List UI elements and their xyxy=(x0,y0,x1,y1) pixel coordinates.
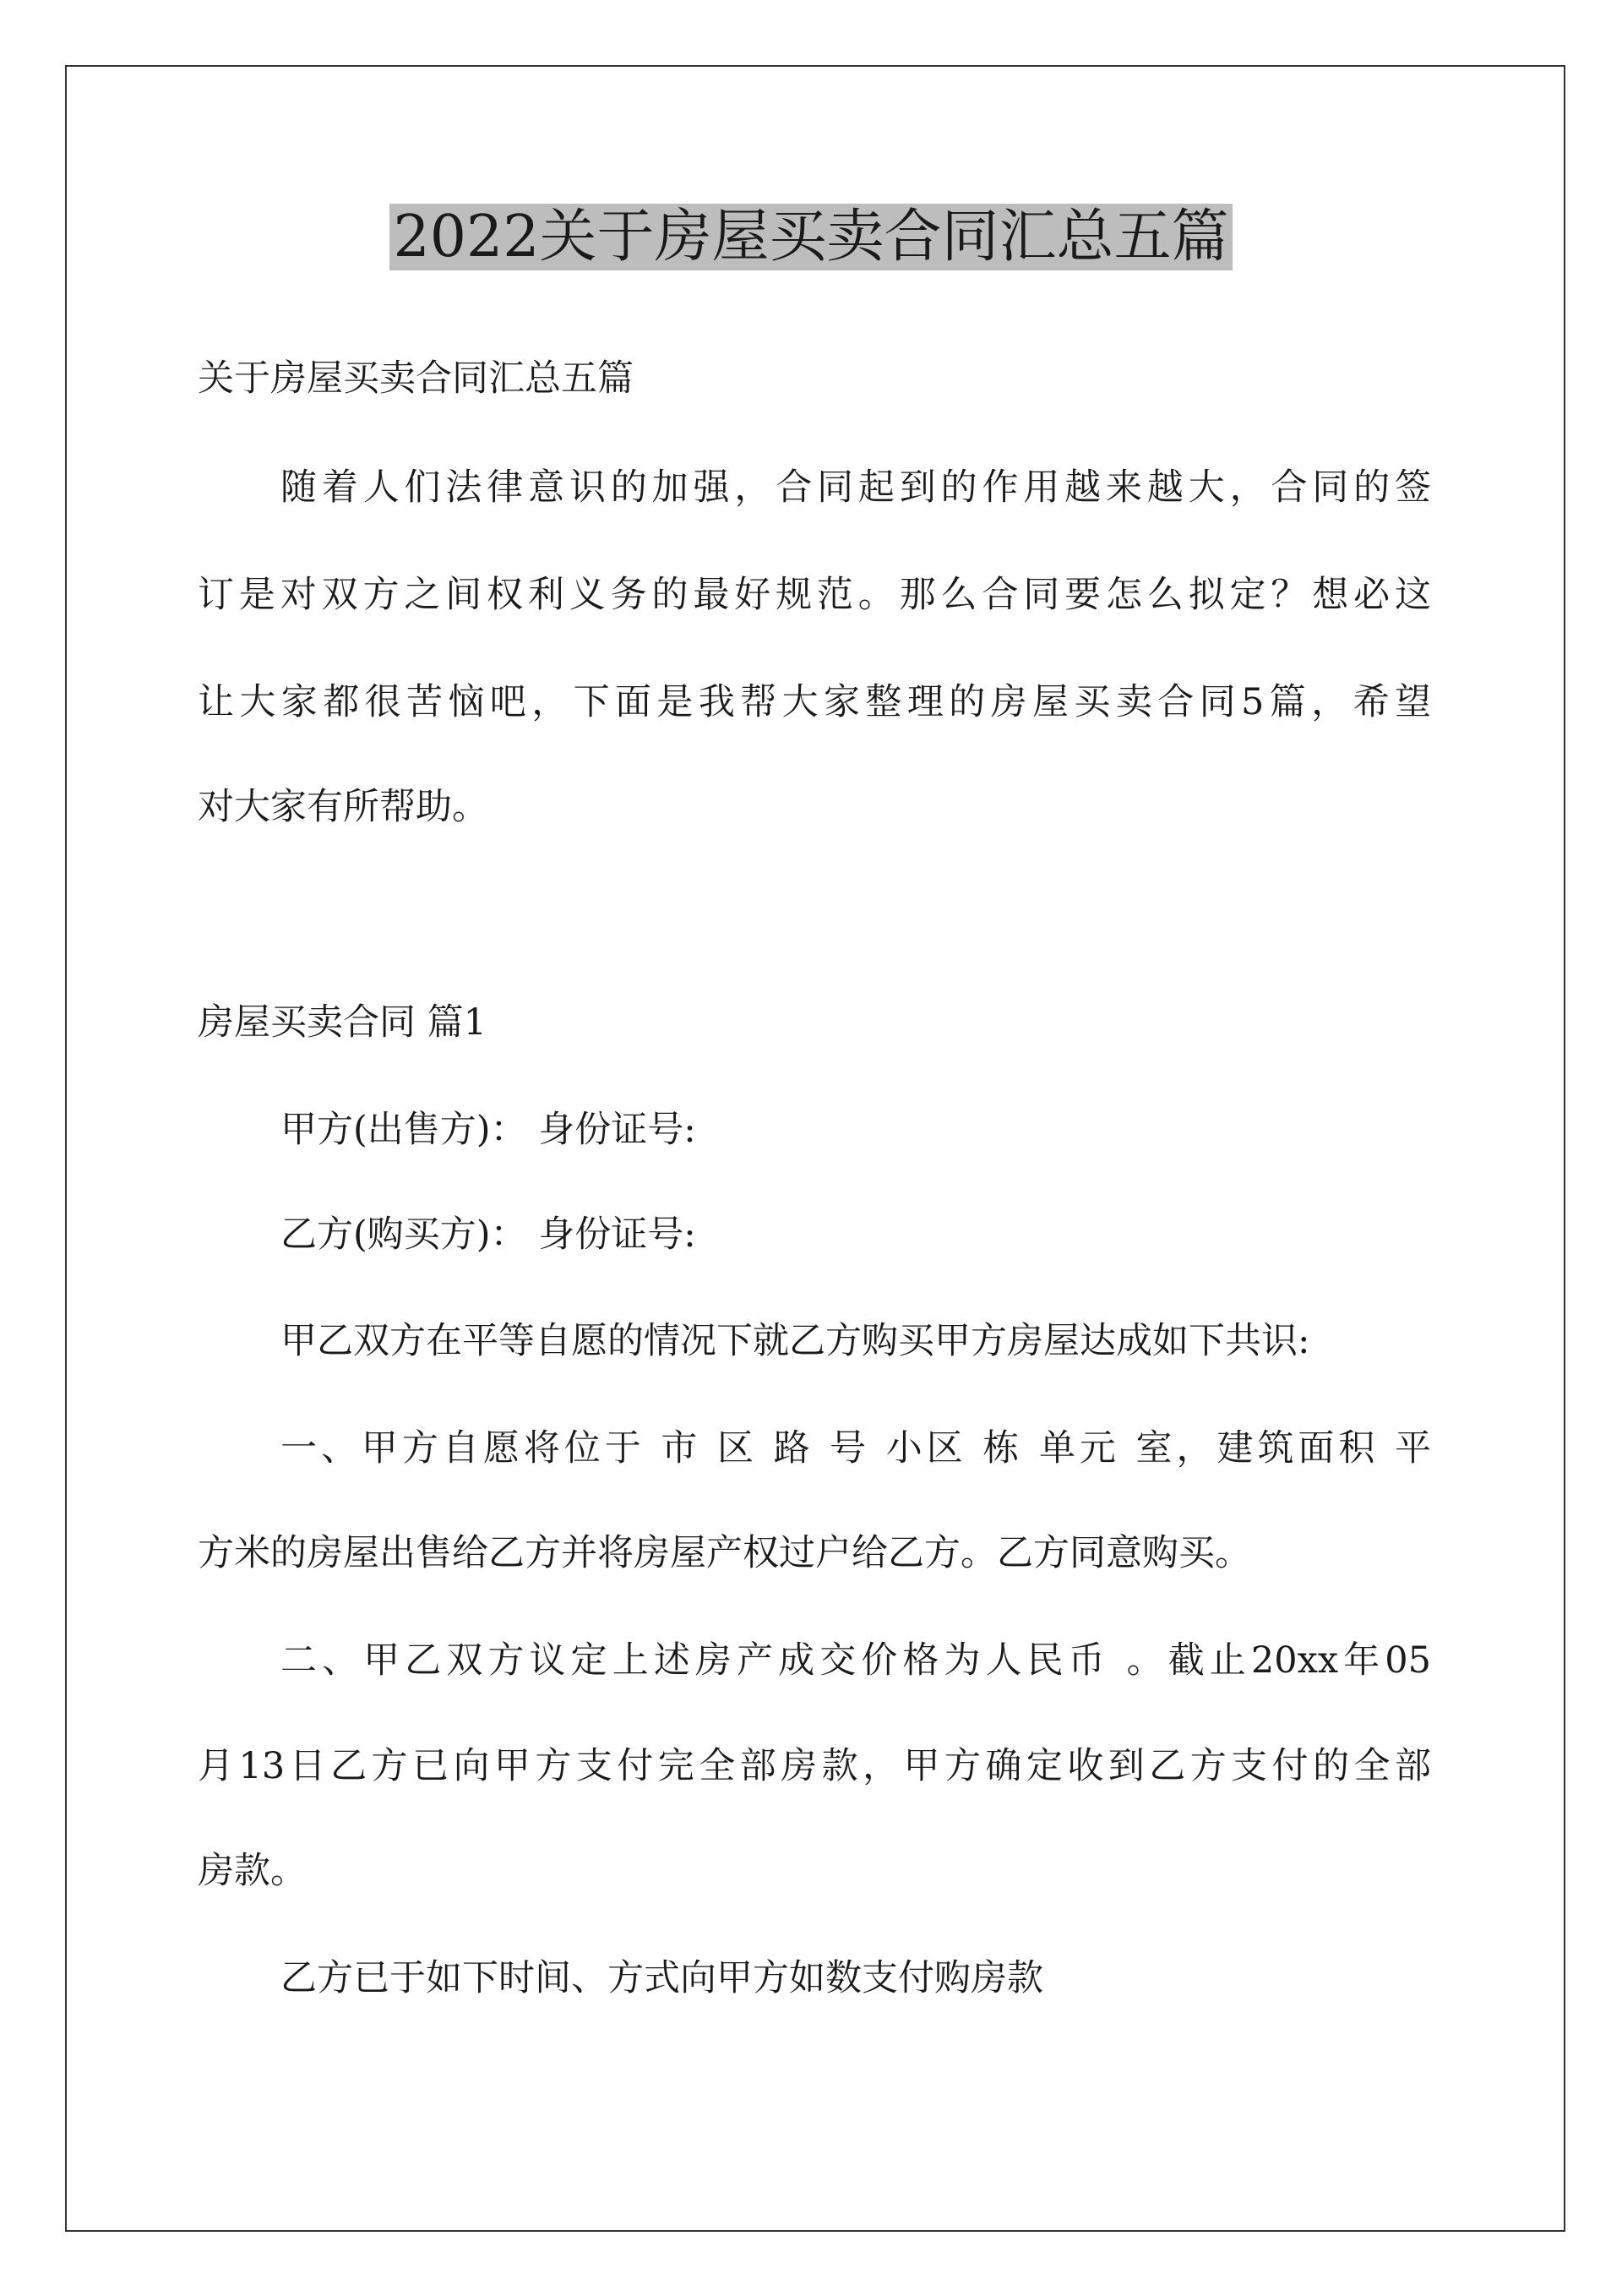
payment-note: 乙方已于如下时间、方式向甲方如数支付购房款 xyxy=(280,1957,1043,1999)
intro-line-4: 对大家有所帮助。 xyxy=(198,786,488,828)
document-subtitle: 关于房屋买卖合同汇总五篇 xyxy=(198,357,634,400)
agreement-intro: 甲乙双方在平等自愿的情况下就乙方购买甲方房屋达成如下共识: xyxy=(280,1320,1310,1362)
clause-1-line-1: 一、甲方自愿将位于 市 区 路 号 小区 栋 单元 室，建筑面积 平 xyxy=(280,1427,1431,1470)
intro-line-3: 让大家都很苦恼吧，下面是我帮大家整理的房屋买卖合同5篇，希望 xyxy=(198,681,1431,723)
document-title-block xyxy=(0,197,1622,278)
party-a-line: 甲方(出售方)： 身份证号: xyxy=(280,1109,696,1151)
clause-2-line-3: 房款。 xyxy=(198,1850,307,1892)
section-heading: 房屋买卖合同 篇1 xyxy=(198,1001,487,1044)
document-title: 2022关于房屋买卖合同汇总五篇 xyxy=(389,204,1232,270)
intro-line-2: 订是对双方之间权利义务的最好规范。那么合同要怎么拟定？想必这 xyxy=(198,574,1431,616)
clause-1-line-2: 方米的房屋出售给乙方并将房屋产权过户给乙方。乙方同意购买。 xyxy=(198,1532,1251,1574)
party-b-line: 乙方(购买方)： 身份证号: xyxy=(280,1213,696,1256)
clause-2-line-2: 月13日乙方已向甲方支付完全部房款，甲方确定收到乙方支付的全部 xyxy=(198,1745,1431,1787)
clause-2-line-1: 二、甲乙双方议定上述房产成交价格为人民币 。截止20xx年05 xyxy=(280,1639,1431,1682)
intro-line-1: 随着人们法律意识的加强，合同起到的作用越来越大，合同的签 xyxy=(280,466,1431,509)
